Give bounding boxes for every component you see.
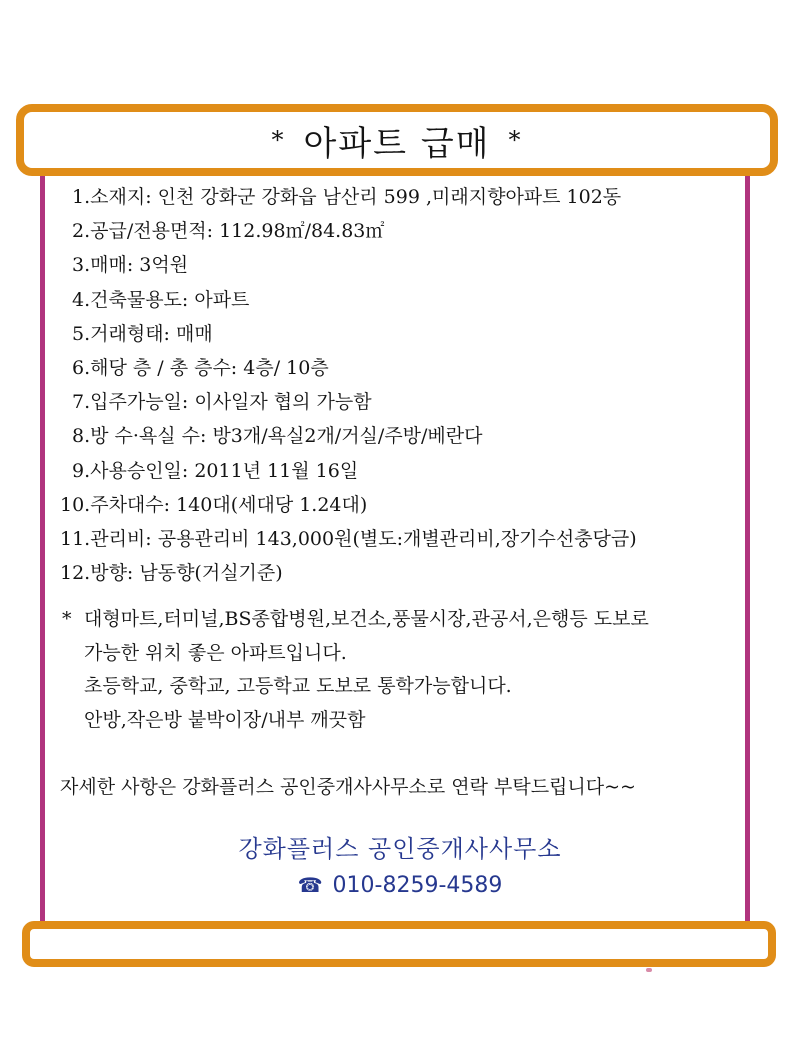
detail-maintenance-fee: 11.관리비: 공용관리비 143,000원(별도:개별관리비,장기수선충당금) — [60, 528, 637, 551]
listing-details — [60, 180, 750, 590]
title-banner — [16, 104, 778, 176]
detail-move-in: 7.입주가능일: 이사일자 협의 가능함 — [72, 391, 372, 414]
detail-rooms: 8.방 수·욕실 수: 방3개/욕실2개/거실/주방/베란다 — [72, 425, 483, 448]
detail-price: 3.매매: 3억원 — [72, 254, 189, 277]
phone-number: 010-8259-4589 — [332, 873, 503, 898]
closing-message: 자세한 사항은 강화플러스 공인중개사사무소로 연락 부탁드립니다~~ — [60, 776, 636, 798]
star-icon: * — [271, 126, 286, 154]
detail-area: 2.공급/전용면적: 112.98㎡/84.83㎡ — [72, 220, 385, 243]
note-text: 대형마트,터미널,BS종합병원,보건소,풍물시장,관공서,은행등 도보로 — [84, 608, 649, 630]
note-line — [62, 603, 742, 637]
detail-parking: 10.주차대수: 140대(세대당 1.24대) — [60, 493, 368, 516]
bullet-star-icon: * — [62, 608, 72, 630]
detail-direction: 12.방향: 남동향(거실기준) — [60, 562, 283, 585]
star-icon: * — [508, 126, 523, 154]
notes-block — [62, 603, 742, 737]
detail-building-use: 4.건축물용도: 아파트 — [72, 288, 250, 311]
note-line: 초등학교, 중학교, 고등학교 도보로 통학가능합니다. — [84, 675, 512, 697]
phone-icon: ☎ — [297, 873, 323, 897]
decorative-speck — [646, 968, 652, 972]
office-name: 강화플러스 공인중개사사무소 — [238, 835, 562, 863]
detail-transaction-type: 5.거래형태: 매매 — [72, 322, 213, 345]
bottom-banner — [22, 921, 776, 967]
detail-floor: 6.해당 층 / 총 층수: 4층/ 10층 — [72, 357, 329, 380]
detail-approval-date: 9.사용승인일: 2011년 11월 16일 — [72, 459, 359, 482]
contact-phone — [0, 873, 800, 898]
page-title — [271, 116, 522, 165]
title-text: 아파트 급매 — [303, 123, 491, 164]
note-line: 안방,작은방 붙박이장/내부 깨끗함 — [84, 708, 366, 731]
detail-location: 1.소재지: 인천 강화군 강화읍 남산리 599 ,미래지향아파트 102동 — [72, 186, 622, 208]
note-line: 가능한 위치 좋은 아파트입니다. — [84, 641, 347, 664]
